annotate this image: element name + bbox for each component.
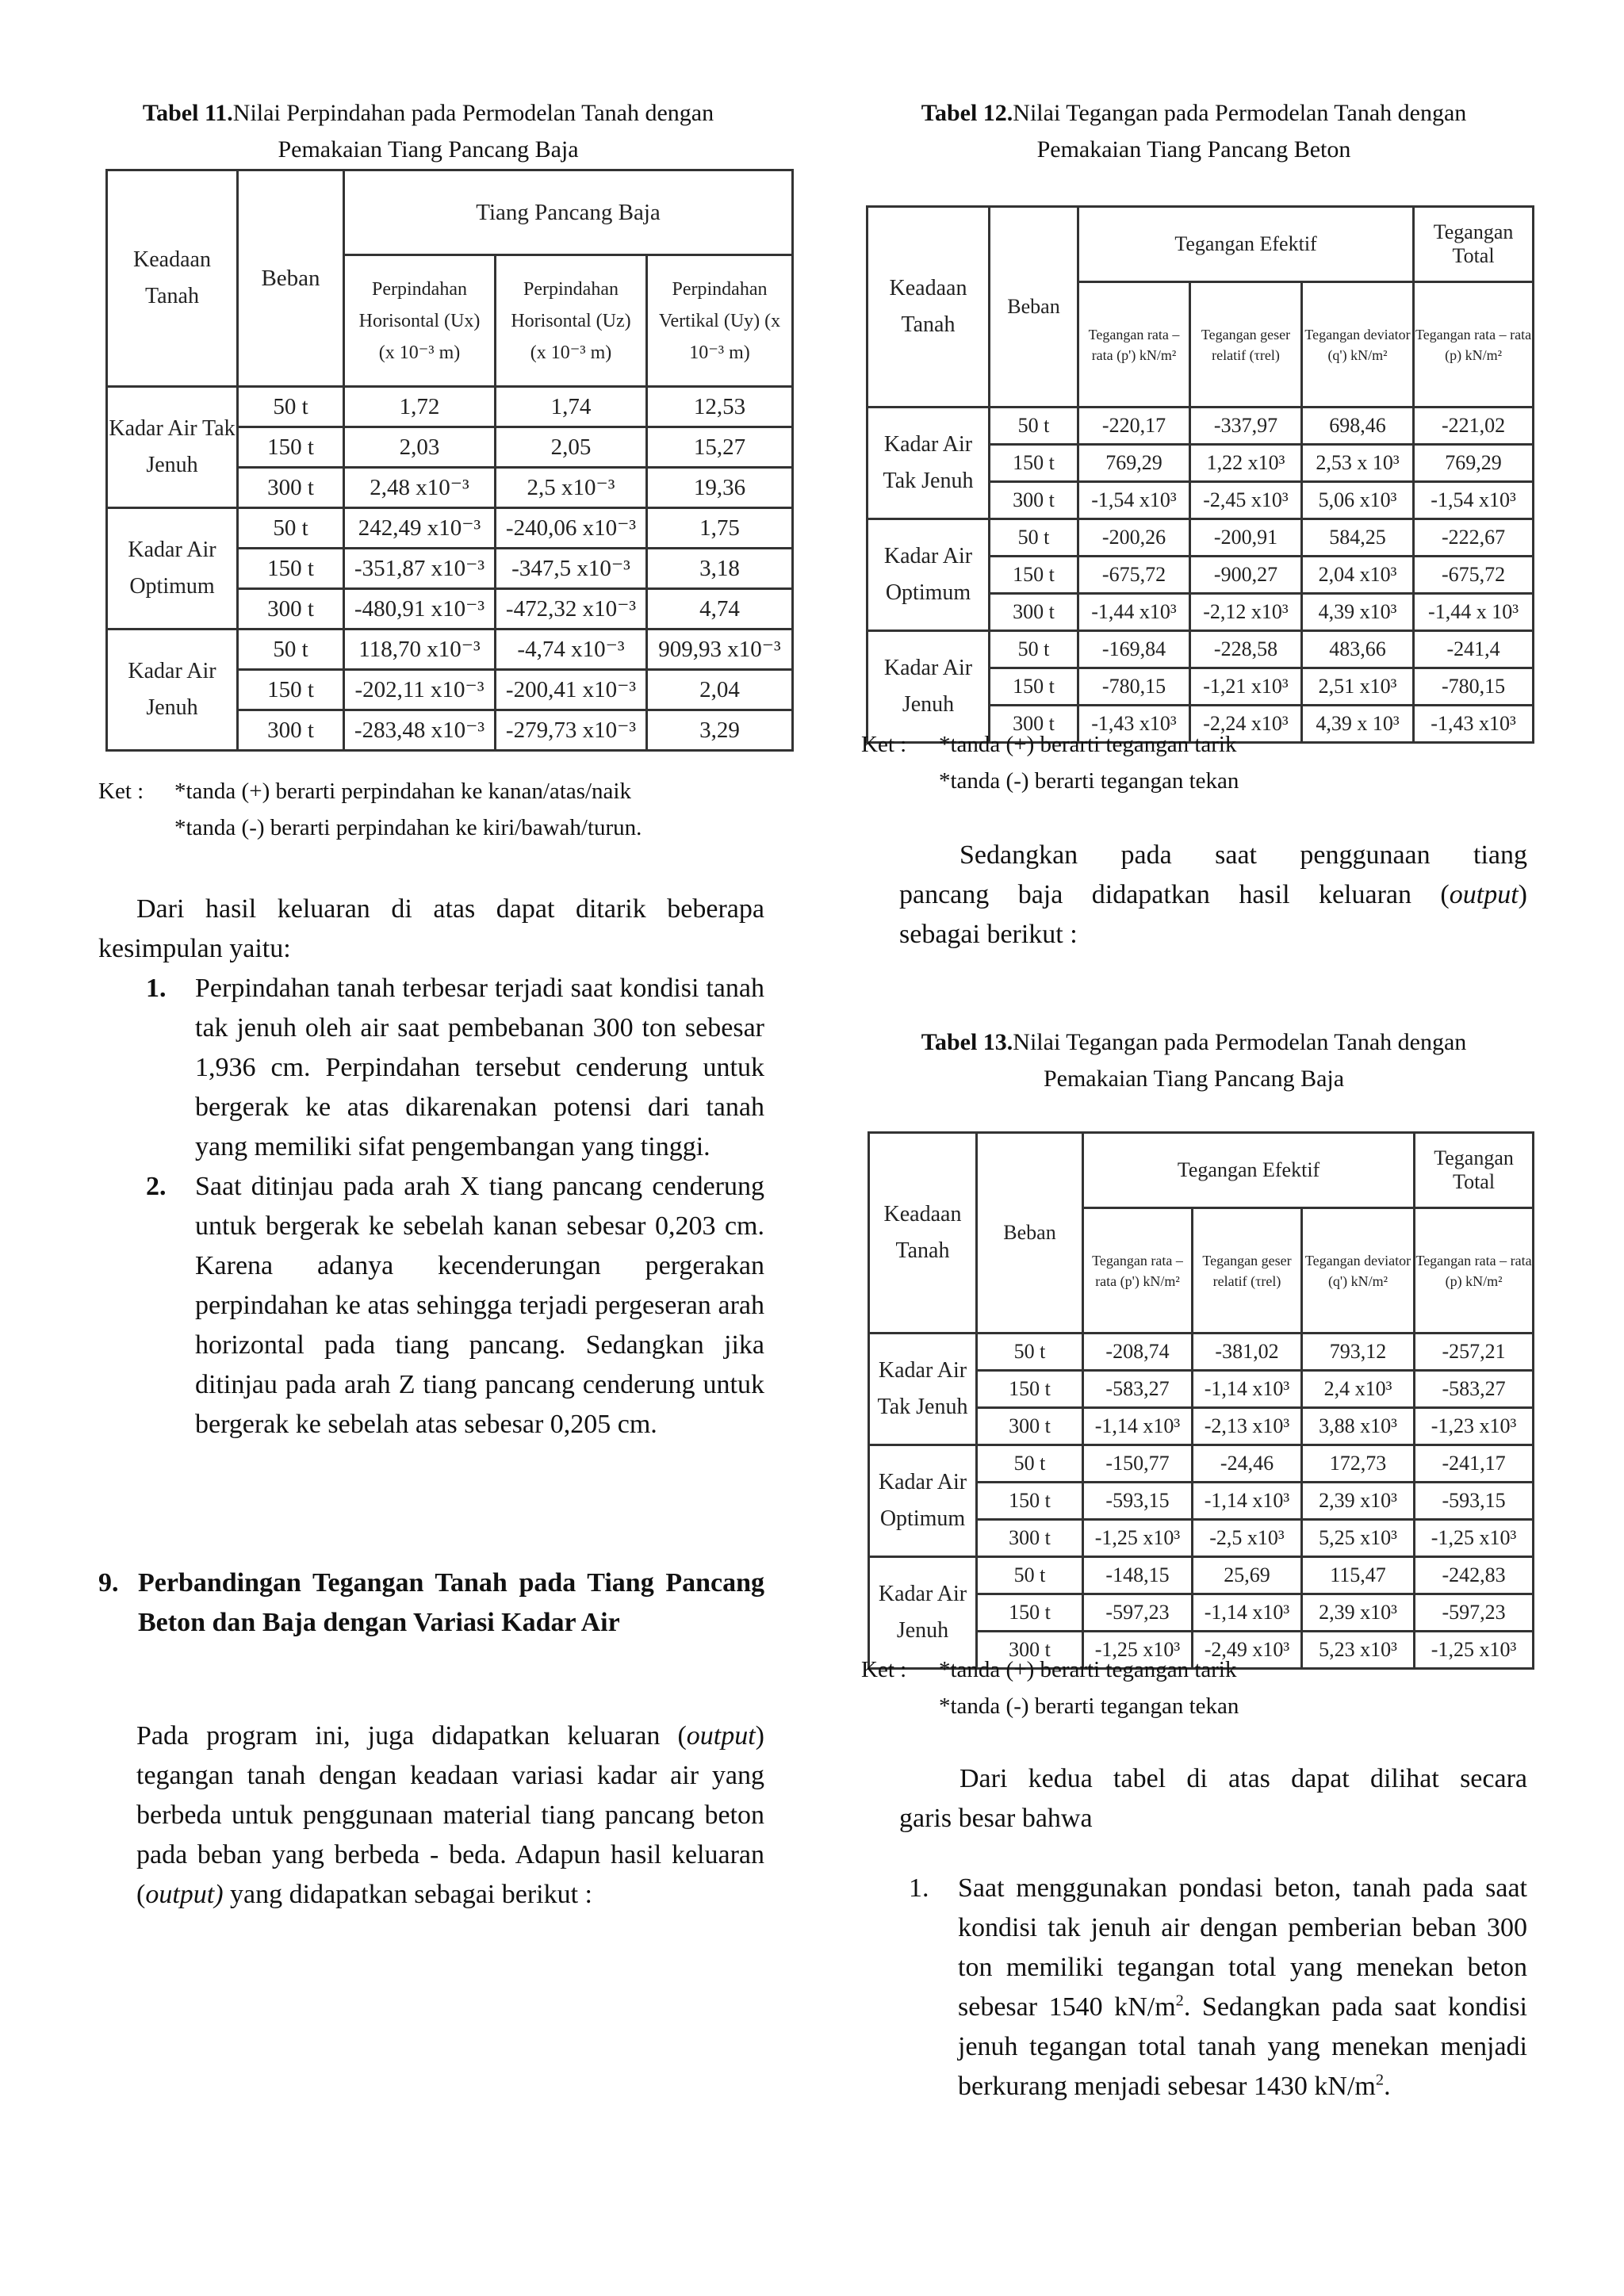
table12-value-cell: -780,15 <box>1078 668 1190 706</box>
table13-value-cell: -1,14 x10³ <box>1193 1483 1302 1520</box>
table11-header-beban: Beban <box>238 170 344 387</box>
table11-value-cell: -472,32 x10⁻³ <box>496 589 647 629</box>
table13-header-total: Tegangan Total <box>1415 1133 1534 1208</box>
comparison-intro-line1: Dari kedua tabel di atas dapat dilihat secara <box>959 1764 1527 1793</box>
table11-value-cell: 1,74 <box>496 387 647 427</box>
table12-header-beban: Beban <box>990 207 1078 408</box>
table11-value-cell: 118,70 x10⁻³ <box>344 629 496 670</box>
table13-legend-line2: *tanda (-) berarti tegangan tekan <box>939 1693 1239 1719</box>
table11 <box>105 169 794 752</box>
table12-header-p-eff: Tegangan rata – rata (p') kN/m² <box>1078 282 1190 408</box>
table12-row <box>868 519 1534 557</box>
table12-value-cell: 4,39 x10³ <box>1302 594 1414 631</box>
table13-value-cell: -1,25 x10³ <box>1083 1520 1193 1557</box>
table13-value-cell: 5,25 x10³ <box>1302 1520 1415 1557</box>
table11-beban-cell: 150 t <box>238 670 344 710</box>
conclusion-intro-line2: kesimpulan yaitu: <box>98 934 291 963</box>
table11-group-label: Kadar Air Jenuh <box>107 629 238 751</box>
table13-value-cell: -208,74 <box>1083 1334 1193 1371</box>
table12-value-cell: -241,4 <box>1414 631 1534 668</box>
table11-value-cell: -240,06 x10⁻³ <box>496 508 647 549</box>
table12-value-cell: -900,27 <box>1190 557 1302 594</box>
table13-caption-line1: Nilai Tegangan pada Permodelan Tanah dengan <box>1013 1029 1467 1055</box>
table11-caption-line2: Pemakaian Tiang Pancang Baja <box>278 136 579 163</box>
table12-value-cell: -228,58 <box>1190 631 1302 668</box>
table13-value-cell: 5,23 x10³ <box>1302 1632 1415 1669</box>
table13-group-label: Kadar Air Optimum <box>869 1445 977 1557</box>
table11-value-cell: -4,74 x10⁻³ <box>496 629 647 670</box>
table11-value-cell: -279,73 x10⁻³ <box>496 710 647 751</box>
table13-value-cell: -2,13 x10³ <box>1193 1408 1302 1445</box>
table13-group-label: Kadar Air Jenuh <box>869 1557 977 1669</box>
table13-value-cell: -2,5 x10³ <box>1193 1520 1302 1557</box>
table12-caption-line2: Pemakaian Tiang Pancang Beton <box>1036 136 1351 163</box>
table12-value-cell: 2,04 x10³ <box>1302 557 1414 594</box>
table11-value-cell: 2,03 <box>344 427 496 468</box>
table13-beban-cell: 50 t <box>977 1557 1083 1594</box>
table13-beban-cell: 50 t <box>977 1445 1083 1483</box>
table13 <box>868 1131 1534 1670</box>
comparison-intro <box>899 1759 1527 1839</box>
table13-value-cell: 2,4 x10³ <box>1302 1371 1415 1408</box>
table12-body <box>868 408 1534 743</box>
table13-value-cell: -24,46 <box>1193 1445 1302 1483</box>
table13-value-cell: -593,15 <box>1415 1483 1534 1520</box>
table13-row <box>869 1445 1534 1483</box>
table12-group-label: Kadar Air Optimum <box>868 519 990 631</box>
table12-group-label: Kadar Air Jenuh <box>868 631 990 743</box>
steel-intro-line3: sebagai berikut : <box>899 920 1078 949</box>
conclusion-item-1-number: 1. <box>146 974 167 1003</box>
table12-value-cell: -675,72 <box>1078 557 1190 594</box>
table13-value-cell: -1,14 x10³ <box>1083 1408 1193 1445</box>
table11-value-cell: 12,53 <box>647 387 793 427</box>
section-9-heading <box>98 1563 764 1643</box>
table13-beban-cell: 300 t <box>977 1520 1083 1557</box>
table11-value-cell: -283,48 x10⁻³ <box>344 710 496 751</box>
table12-value-cell: -1,44 x 10³ <box>1414 594 1534 631</box>
table13-value-cell: -148,15 <box>1083 1557 1193 1594</box>
table12-value-cell: 769,29 <box>1078 445 1190 482</box>
table12-header-tau-rel: Tegangan geser relatif (τrel) <box>1190 282 1302 408</box>
table12-legend-line1: *tanda (+) berarti tegangan tarik <box>939 732 1237 757</box>
steel-intro-line2-text: pancang baja didapatkan hasil keluaran ( <box>899 880 1450 909</box>
table11-beban-cell: 150 t <box>238 549 344 589</box>
table12-value-cell: 698,46 <box>1302 408 1414 445</box>
table13-header-row <box>869 1133 1534 1208</box>
table11-legend-line1: *tanda (+) berarti perpindahan ke kanan/atas/naik <box>174 779 631 804</box>
table13-header-efektif: Tegangan Efektif <box>1083 1133 1415 1208</box>
table12-value-cell: -337,97 <box>1190 408 1302 445</box>
table13-value-cell: 3,88 x10³ <box>1302 1408 1415 1445</box>
steel-intro-output: output <box>1449 880 1519 909</box>
table13-header-q: Tegangan deviator (q') kN/m² <box>1302 1208 1415 1334</box>
table13-caption-line2: Pemakaian Tiang Pancang Baja <box>1043 1066 1345 1092</box>
table11-row <box>107 629 793 670</box>
comparison-list <box>909 1869 1527 2107</box>
table13-value-cell: -597,23 <box>1415 1594 1534 1632</box>
table11-header-uz: Perpindahan Horisontal (Uz) (x 10⁻³ m) <box>496 255 647 387</box>
section-9-paragraph-output1: output <box>686 1721 756 1751</box>
table12-value-cell: -2,24 x10³ <box>1190 706 1302 743</box>
table13-value-cell: -597,23 <box>1083 1594 1193 1632</box>
table11-row <box>107 387 793 427</box>
table13-beban-cell: 300 t <box>977 1632 1083 1669</box>
table12-header-efektif: Tegangan Efektif <box>1078 207 1414 282</box>
table11-group-label: Kadar Air Optimum <box>107 508 238 629</box>
table12-beban-cell: 300 t <box>990 482 1078 519</box>
table11-value-cell: 2,04 <box>647 670 793 710</box>
table11-beban-cell: 50 t <box>238 629 344 670</box>
table12-legend <box>861 726 1575 799</box>
table11-caption-label: Tabel 11. <box>142 100 233 126</box>
table12-value-cell: 2,53 x 10³ <box>1302 445 1414 482</box>
table13-beban-cell: 150 t <box>977 1594 1083 1632</box>
section-9-paragraph <box>136 1716 764 1915</box>
table13-beban-cell: 50 t <box>977 1334 1083 1371</box>
table13-value-cell: -593,15 <box>1083 1483 1193 1520</box>
table13-value-cell: 2,39 x10³ <box>1302 1594 1415 1632</box>
table11-value-cell: -200,41 x10⁻³ <box>496 670 647 710</box>
table12-value-cell: -1,54 x10³ <box>1078 482 1190 519</box>
conclusion-item-1 <box>146 969 764 1167</box>
table11-row <box>107 508 793 549</box>
table12-value-cell: -1,43 x10³ <box>1414 706 1534 743</box>
table13-header-p-total: Tegangan rata – rata (p) kN/m² <box>1415 1208 1534 1334</box>
table12-beban-cell: 50 t <box>990 408 1078 445</box>
table13-legend-line1: *tanda (+) berarti tegangan tarik <box>939 1657 1237 1682</box>
steel-intro-line2 <box>899 875 1527 915</box>
table11-header-keadaan: Keadaan Tanah <box>107 170 238 387</box>
table11-body <box>107 387 793 751</box>
table11-beban-cell: 50 t <box>238 508 344 549</box>
conclusion-item-2-text: Saat ditinjau pada arah X tiang pancang cenderung untuk bergerak ke sebelah kanan sebesar 0,203 cm. Karena adanya kecenderungan pergerakan perpindahan ke atas sehingga terjadi pergeseran arah horizontal pada tiang pancang. Sedangkan jika ditinjau pada arah Z tiang pancang cenderung untuk bergerak ke sebelah atas sebesar 0,205 cm. <box>195 1172 764 1439</box>
table11-value-cell: 4,74 <box>647 589 793 629</box>
table12-value-cell: 769,29 <box>1414 445 1534 482</box>
table11-legend-line2: *tanda (-) berarti perpindahan ke kiri/bawah/turun. <box>174 815 642 840</box>
table12-beban-cell: 300 t <box>990 706 1078 743</box>
steel-intro-paragraph <box>899 836 1527 955</box>
table13-header-p-eff: Tegangan rata – rata (p') kN/m² <box>1083 1208 1193 1334</box>
table12-value-cell: -169,84 <box>1078 631 1190 668</box>
table12-value-cell: -780,15 <box>1414 668 1534 706</box>
table12-value-cell: -221,02 <box>1414 408 1534 445</box>
table12-value-cell: 584,25 <box>1302 519 1414 557</box>
table12-value-cell: -1,21 x10³ <box>1190 668 1302 706</box>
section-9-paragraph-part2: ) tegangan tanah dengan keadaan variasi kadar air yang berbeda untuk penggunaan material tiang pancang beton pada beban yang berbeda - beda. Adapun hasil keluaran ( <box>136 1721 764 1909</box>
table12-value-cell: 2,51 x10³ <box>1302 668 1414 706</box>
table11-value-cell: -351,87 x10⁻³ <box>344 549 496 589</box>
table11-value-cell: 19,36 <box>647 468 793 508</box>
comparison-intro-line2: garis besar bahwa <box>899 1804 1093 1833</box>
table12-beban-cell: 150 t <box>990 445 1078 482</box>
conclusion-intro-line1: Dari hasil keluaran di atas dapat ditarik beberapa <box>136 894 764 924</box>
table13-caption <box>855 1024 1533 1097</box>
table13-value-cell: -241,17 <box>1415 1445 1534 1483</box>
table12-value-cell: -2,45 x10³ <box>1190 482 1302 519</box>
table12-value-cell: -1,43 x10³ <box>1078 706 1190 743</box>
table13-value-cell: 172,73 <box>1302 1445 1415 1483</box>
conclusion-intro <box>98 890 764 969</box>
table11-beban-cell: 300 t <box>238 468 344 508</box>
table11-header-ux: Perpindahan Horisontal (Ux) (x 10⁻³ m) <box>344 255 496 387</box>
steel-intro-close: ) <box>1518 880 1527 909</box>
table13-value-cell: -1,23 x10³ <box>1415 1408 1534 1445</box>
table13-value-cell: -1,14 x10³ <box>1193 1371 1302 1408</box>
table11-header-uy: Perpindahan Vertikal (Uy) (x 10⁻³ m) <box>647 255 793 387</box>
table12-value-cell: -222,67 <box>1414 519 1534 557</box>
table13-value-cell: -583,27 <box>1415 1371 1534 1408</box>
conclusion-item-2 <box>146 1167 764 1445</box>
superscript: 2 <box>1175 1992 1184 2010</box>
table13-caption-label: Tabel 13. <box>921 1029 1013 1055</box>
table12-header-keadaan: Keadaan Tanah <box>868 207 990 408</box>
table12-row <box>868 408 1534 445</box>
table13-value-cell: -150,77 <box>1083 1445 1193 1483</box>
table13-row <box>869 1334 1534 1371</box>
table12-value-cell: -1,44 x10³ <box>1078 594 1190 631</box>
table11-value-cell: 1,75 <box>647 508 793 549</box>
table11-legend <box>98 773 812 846</box>
table13-value-cell: 115,47 <box>1302 1557 1415 1594</box>
table12-beban-cell: 300 t <box>990 594 1078 631</box>
table12-beban-cell: 50 t <box>990 631 1078 668</box>
section-9-paragraph-part3: yang didapatkan sebagai berikut : <box>223 1880 593 1909</box>
table11-header-row <box>107 170 793 255</box>
table12-legend-line2: *tanda (-) berarti tegangan tekan <box>939 768 1239 794</box>
table11-header-group: Tiang Pancang Baja <box>344 170 793 255</box>
table13-header-keadaan: Keadaan Tanah <box>869 1133 977 1334</box>
table12-value-cell: -200,26 <box>1078 519 1190 557</box>
table13-value-cell: -1,25 x10³ <box>1415 1632 1534 1669</box>
comparison-item-1 <box>909 1869 1527 2107</box>
table11-value-cell: 2,48 x10⁻³ <box>344 468 496 508</box>
comparison-item-1-text: Saat menggunakan pondasi beton, tanah pada saat kondisi tak jenuh air dengan pemberian beban 300 ton memiliki tegangan total yang menekan beton sebesar 1540 $kN/m^2$. Sedangkan pada saat kondisi jenuh tegangan total tanah yang menekan menjadi berkurang menjadi sebesar 1430 $kN/m^2$. <box>958 1873 1527 2101</box>
table12-caption-line1: Nilai Tegangan pada Permodelan Tanah dengan <box>1013 100 1467 126</box>
table11-beban-cell: 300 t <box>238 710 344 751</box>
conclusion-item-1-text: Perpindahan tanah terbesar terjadi saat kondisi tanah tak jenuh oleh air saat pembebanan 300 ton sebesar 1,936 cm. Perpindahan tersebut cenderung untuk bergerak ke atas dikarenakan potensi dari tanah yang memiliki sifat pengembangan yang tinggi. <box>195 974 764 1161</box>
conclusion-item-2-number: 2. <box>146 1172 167 1201</box>
superscript: 2 <box>1375 2071 1385 2089</box>
table11-beban-cell: 150 t <box>238 427 344 468</box>
table12-header-total: Tegangan Total <box>1414 207 1534 282</box>
table12-legend-label: Ket : <box>861 732 907 757</box>
table12-value-cell: -1,54 x10³ <box>1414 482 1534 519</box>
table13-value-cell: -1,14 x10³ <box>1193 1594 1302 1632</box>
steel-intro-line1: Sedangkan pada saat penggunaan tiang <box>959 840 1527 870</box>
table13-value-cell: -1,25 x10³ <box>1083 1632 1193 1669</box>
section-9-number: 9. <box>98 1568 119 1598</box>
table12-row <box>868 631 1534 668</box>
table12-value-cell: 483,66 <box>1302 631 1414 668</box>
table11-group-label: Kadar Air Tak Jenuh <box>107 387 238 508</box>
table12-header-p-total: Tegangan rata – rata (p) kN/m² <box>1414 282 1534 408</box>
table12-group-label: Kadar Air Tak Jenuh <box>868 408 990 519</box>
table12-header-row <box>868 207 1534 282</box>
conclusion-list <box>146 969 764 1445</box>
table11-beban-cell: 300 t <box>238 589 344 629</box>
table12-value-cell: 5,06 x10³ <box>1302 482 1414 519</box>
table13-legend <box>861 1651 1575 1724</box>
section-9-paragraph-output2: output) <box>145 1880 224 1909</box>
table12-value-cell: -200,91 <box>1190 519 1302 557</box>
section-9-paragraph-part1: Pada program ini, juga didapatkan keluaran ( <box>136 1721 687 1751</box>
table11-value-cell: -347,5 x10⁻³ <box>496 549 647 589</box>
table13-header-tau-rel: Tegangan geser relatif (τrel) <box>1193 1208 1302 1334</box>
table12 <box>866 205 1534 744</box>
table13-legend-label: Ket : <box>861 1657 907 1682</box>
table11-value-cell: 2,5 x10⁻³ <box>496 468 647 508</box>
table13-row <box>869 1557 1534 1594</box>
table13-header-beban: Beban <box>977 1133 1083 1334</box>
table13-value-cell: -242,83 <box>1415 1557 1534 1594</box>
table11-caption <box>87 95 769 168</box>
table13-group-label: Kadar Air Tak Jenuh <box>869 1334 977 1445</box>
table12-value-cell: -220,17 <box>1078 408 1190 445</box>
table12-beban-cell: 150 t <box>990 557 1078 594</box>
table11-value-cell: 909,93 x10⁻³ <box>647 629 793 670</box>
table12-beban-cell: 150 t <box>990 668 1078 706</box>
table12-value-cell: 1,22 x10³ <box>1190 445 1302 482</box>
comparison-item-1-number: 1. <box>909 1873 929 1903</box>
table11-caption-line1: Nilai Perpindahan pada Permodelan Tanah dengan <box>232 100 714 126</box>
table13-value-cell: 793,12 <box>1302 1334 1415 1371</box>
table13-beban-cell: 300 t <box>977 1408 1083 1445</box>
table13-value-cell: -257,21 <box>1415 1334 1534 1371</box>
table11-legend-label: Ket : <box>98 779 144 804</box>
table11-value-cell: 2,05 <box>496 427 647 468</box>
table12-value-cell: -2,12 x10³ <box>1190 594 1302 631</box>
table11-value-cell: 3,18 <box>647 549 793 589</box>
table11-value-cell: 242,49 x10⁻³ <box>344 508 496 549</box>
table12-value-cell: 4,39 x 10³ <box>1302 706 1414 743</box>
table11-beban-cell: 50 t <box>238 387 344 427</box>
table13-value-cell: -381,02 <box>1193 1334 1302 1371</box>
table12-caption-label: Tabel 12. <box>921 100 1013 126</box>
table13-beban-cell: 150 t <box>977 1483 1083 1520</box>
table11-value-cell: 3,29 <box>647 710 793 751</box>
table12-beban-cell: 50 t <box>990 519 1078 557</box>
table12-value-cell: -675,72 <box>1414 557 1534 594</box>
table13-value-cell: -2,49 x10³ <box>1193 1632 1302 1669</box>
table12-header-q: Tegangan deviator (q') kN/m² <box>1302 282 1414 408</box>
table11-value-cell: 1,72 <box>344 387 496 427</box>
table11-value-cell: -480,91 x10⁻³ <box>344 589 496 629</box>
table13-value-cell: -583,27 <box>1083 1371 1193 1408</box>
table13-beban-cell: 150 t <box>977 1371 1083 1408</box>
table13-body <box>869 1334 1534 1669</box>
table12-caption <box>855 95 1533 168</box>
section-9-title: Perbandingan Tegangan Tanah pada Tiang Pancang Beton dan Baja dengan Variasi Kadar Air <box>138 1568 764 1637</box>
table13-value-cell: 2,39 x10³ <box>1302 1483 1415 1520</box>
table13-value-cell: 25,69 <box>1193 1557 1302 1594</box>
table11-value-cell: -202,11 x10⁻³ <box>344 670 496 710</box>
table13-value-cell: -1,25 x10³ <box>1415 1520 1534 1557</box>
table11-value-cell: 15,27 <box>647 427 793 468</box>
